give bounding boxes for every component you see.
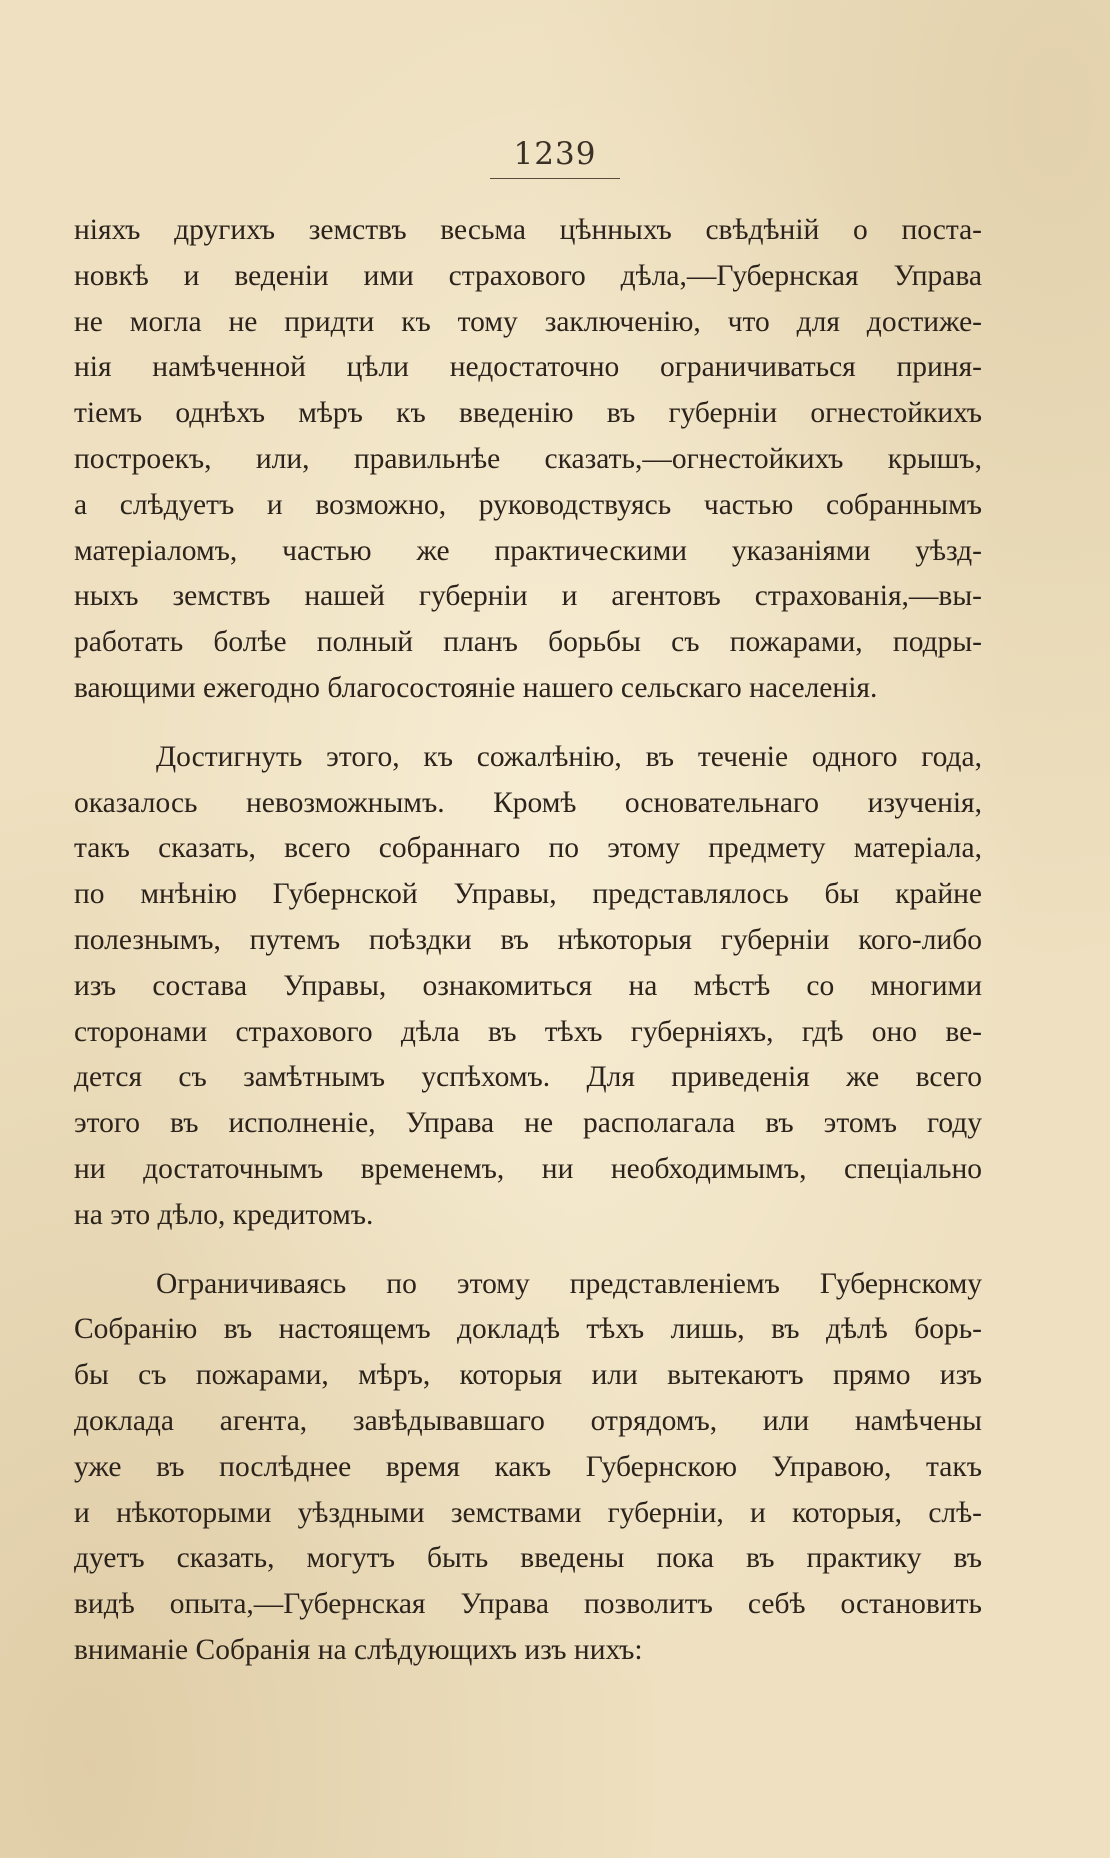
text-line: этого въ исполненіе, Управа не располагала въ этомъ году [74, 1107, 982, 1140]
text-line: сторонами страхового дѣла въ тѣхъ губерніяхъ, гдѣ оно ве- [74, 1015, 982, 1048]
text-line: оказалось невозможнымъ. Кромѣ основательнаго изученія, [74, 786, 982, 819]
text-line: такъ сказать, всего собраннаго по этому предмету матеріала, [74, 832, 982, 865]
text-line: дуетъ сказать, могутъ быть введены пока въ практику въ [74, 1542, 982, 1575]
paragraph-3 [74, 1262, 982, 1674]
text-line: а слѣдуетъ и возможно, руководствуясь частью собраннымъ [74, 488, 982, 521]
text-line: на это дѣло, кредитомъ. [74, 1198, 374, 1231]
text-line: и нѣкоторыми уѣздными земствами губерніи, и которыя, слѣ- [74, 1496, 982, 1529]
text-line: доклада агента, завѣдывавшаго отрядомъ, или намѣчены [74, 1404, 982, 1437]
text-line: бы съ пожарами, мѣръ, которыя или вытекаютъ прямо изъ [74, 1359, 982, 1392]
text-line: не могла не придти къ тому заключенію, что для достиже- [74, 305, 982, 338]
text-line: нія намѣченной цѣли недостаточно ограничиваться приня- [74, 351, 982, 384]
text-line: вниманіе Собранія на слѣдующихъ изъ нихъ: [74, 1633, 643, 1666]
text-line: изъ состава Управы, ознакомиться на мѣстѣ со многими [74, 969, 982, 1002]
paragraph-1 [74, 208, 982, 712]
paragraph-gap [74, 1239, 982, 1262]
text-line: уже въ послѣднее время какъ Губернскою Управою, такъ [74, 1450, 982, 1483]
page-number-rule [490, 178, 620, 179]
text-line: дется съ замѣтнымъ успѣхомъ. Для приведенія же всего [74, 1061, 982, 1094]
text-line: ни достаточнымъ временемъ, ни необходимымъ, спеціально [74, 1152, 982, 1185]
text-line: вающими ежегодно благосостояніе нашего сельскаго населенія. [74, 671, 878, 704]
text-line: полезнымъ, путемъ поѣздки въ нѣкоторыя губерніи кого-либо [74, 923, 982, 956]
paragraph-2 [74, 735, 982, 1239]
text-line: ніяхъ другихъ земствъ весьма цѣнныхъ свѣдѣній о поста- [74, 214, 982, 246]
page-number: 1239 [513, 136, 597, 172]
text-line: видѣ опыта,—Губернская Управа позволитъ себѣ остановить [74, 1588, 982, 1621]
text-line: Собранію въ настоящемъ докладѣ тѣхъ лишь, въ дѣлѣ борь- [74, 1313, 982, 1346]
paragraph-gap [74, 712, 982, 735]
text-line: работать болѣе полный планъ борьбы съ пожарами, подры- [74, 626, 982, 659]
text-line: тіемъ однѣхъ мѣръ къ введенію въ губерніи огнестойкихъ [74, 397, 982, 430]
text-line: новкѣ и веденіи ими страхового дѣла,—Губернская Управа [74, 259, 982, 292]
text-line: ныхъ земствъ нашей губерніи и агентовъ страхованія,—вы- [74, 580, 982, 613]
text-line: Достигнуть этого, къ сожалѣнію, въ теченіе одного года, [156, 740, 982, 773]
body-text [74, 208, 982, 1674]
text-line: по мнѣнію Губернской Управы, представлялось бы крайне [74, 878, 982, 911]
text-line: Ограничиваясь по этому представленіемъ Губернскому [156, 1267, 982, 1300]
text-line: матеріаломъ, частью же практическими указаніями уѣзд- [74, 534, 982, 567]
text-line: построекъ, или, правильнѣе сказать,—огнестойкихъ крышъ, [74, 442, 982, 475]
